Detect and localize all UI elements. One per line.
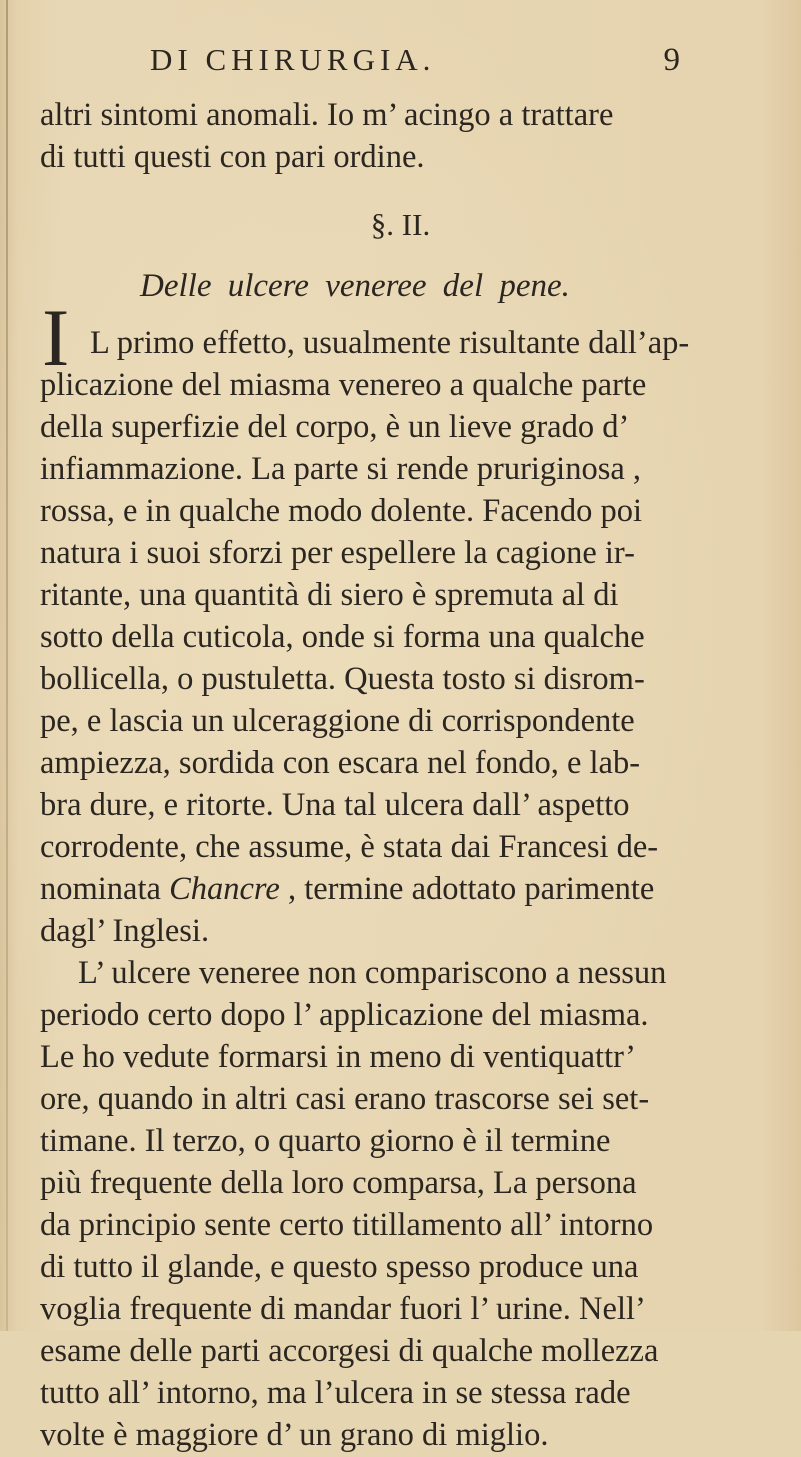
italic-term: Chancre xyxy=(169,871,280,907)
text-fragment: , termine adottato parimente xyxy=(279,871,655,907)
section-number: §. II. xyxy=(370,207,431,242)
text-line: timane. Il terzo, o quarto giorno è il termine xyxy=(40,1123,611,1159)
text-line: L’ ulcere veneree non compariscono a nessun xyxy=(78,955,667,991)
text-line: ritante, una quantità di siero è spremuta al di xyxy=(40,577,619,613)
page-gutter-shadow xyxy=(6,0,8,1331)
text-line: voglia frequente di mandar fuori l’ urine. Nell’ xyxy=(40,1291,646,1327)
text-line: Le ho vedute formarsi in meno di ventiquattr’ xyxy=(40,1039,636,1075)
text-line: natura i suoi sforzi per espellere la cagione ir- xyxy=(40,535,635,571)
text-line: rossa, e in qualche modo dolente. Facendo poi xyxy=(40,493,642,529)
text-line: L primo effetto, usualmente risultante dall’ap- xyxy=(90,325,690,361)
text-line xyxy=(40,868,800,910)
text-line: di tutto il glande, e questo spesso produce una xyxy=(40,1249,639,1285)
text-line: tutto all’ intorno, ma l’ulcera in se stessa rade xyxy=(40,1375,631,1411)
text-line: dagl’ Inglesi. xyxy=(40,913,210,949)
intro-text xyxy=(40,94,780,178)
text-line: bra dure, e ritorte. Una tal ulcera dall’ aspetto xyxy=(40,787,630,823)
text-line: corrodente, che assume, è stata dai Francesi de- xyxy=(40,829,659,865)
text-line: esame delle parti accorgesi di qualche mollezza xyxy=(40,1333,659,1369)
text-line: pe, e lascia un ulceraggione di corrispondente xyxy=(40,703,635,739)
running-head-title: DI CHIRURGIA. xyxy=(150,42,436,77)
section-heading: Delle ulcere veneree del pene. xyxy=(140,268,570,304)
text-line: ampiezza, sordida con escara nel fondo, e lab- xyxy=(40,745,641,781)
text-line: della superfizie del corpo, è un lieve grado d’ xyxy=(40,409,630,445)
text-line: ore, quando in altri casi erano trascorse sei set- xyxy=(40,1081,650,1117)
text-line: bollicella, o pustuletta. Questa tosto si disrom- xyxy=(40,661,645,697)
text-line: periodo certo dopo l’ applicazione del miasma. xyxy=(40,997,649,1033)
text-fragment: nominata xyxy=(40,871,170,907)
page-number: 9 xyxy=(663,42,680,78)
drop-cap: I xyxy=(42,292,70,383)
body-text xyxy=(40,322,800,1456)
text-line: infiammazione. La parte si rende pruriginosa , xyxy=(40,451,642,487)
text-line: di tutti questi con pari ordine. xyxy=(40,139,425,175)
text-line: più frequente della loro comparsa, La persona xyxy=(40,1165,637,1201)
text-line: sotto della cuticola, onde si forma una qualche xyxy=(40,619,645,655)
text-line: plicazione del miasma venereo a qualche parte xyxy=(40,367,647,403)
text-line: altri sintomi anomali. Io m’ acingo a trattare xyxy=(40,97,614,133)
text-line: da principio sente certo titillamento all’ intorno xyxy=(40,1207,654,1243)
text-line: volte è maggiore d’ un grano di miglio. xyxy=(40,1417,549,1453)
